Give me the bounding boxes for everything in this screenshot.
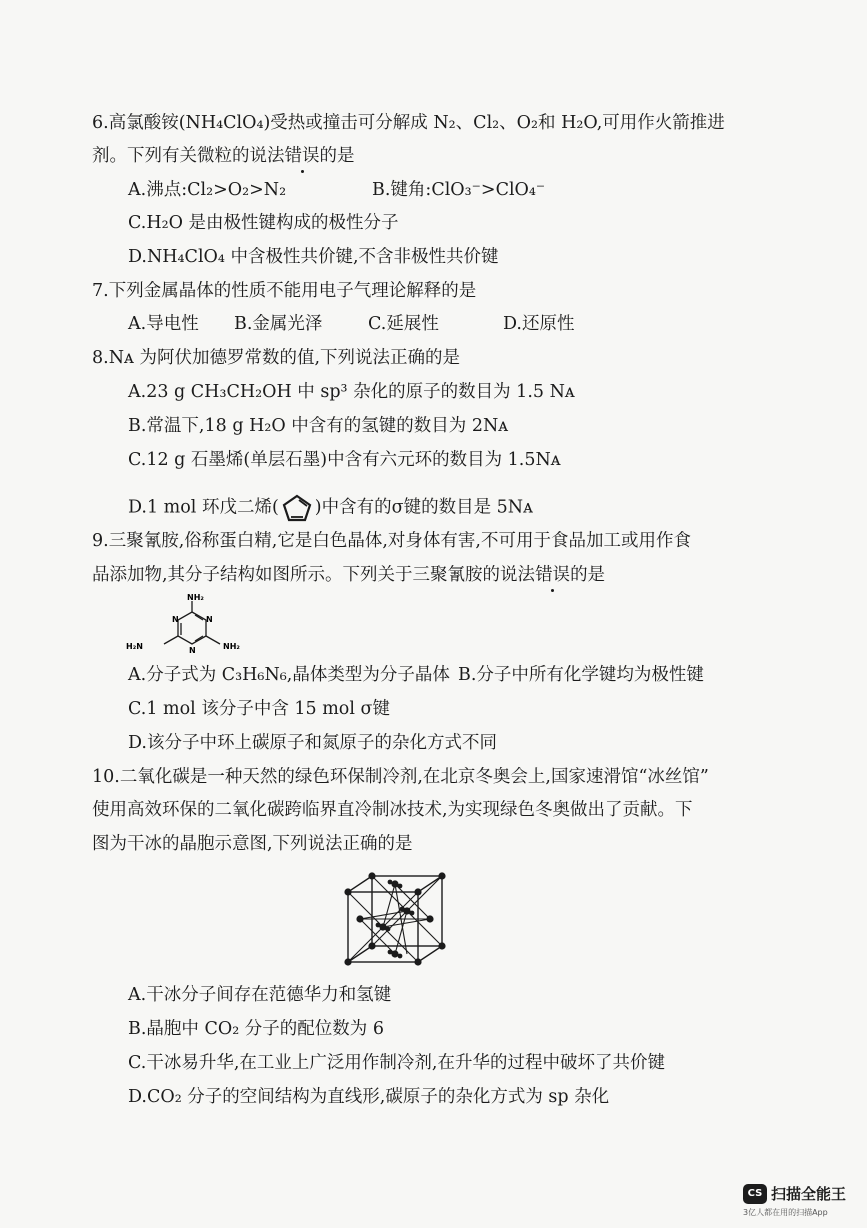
q10-option-a: A.干冰分子间存在范德华力和氢键 (128, 985, 392, 1005)
q8-option-d (128, 493, 533, 523)
melamine-nh2-left: H₂N (126, 642, 143, 651)
q8-option-c: C.12 g 石墨烯(单层石墨)中含有六元环的数目为 1.5Nᴀ (128, 450, 561, 470)
q9-stem-emphasis: 错误 (535, 565, 571, 585)
q10-option-d: D.CO₂ 分子的空间结构为直线形,碳原子的杂化方式为 sp 杂化 (128, 1087, 610, 1107)
q10-stem-line3: 图为干冰的晶胞示意图,下列说法正确的是 (92, 834, 413, 854)
q10-option-c: C.干冰易升华,在工业上广泛用作制冷剂,在升华的过程中破坏了共价键 (128, 1053, 665, 1073)
q7-option-c: C.延展性 (368, 314, 439, 334)
dry-ice-unit-cell-figure (340, 870, 450, 970)
q8-option-d-post: )中含有的σ键的数目是 5Nᴀ (314, 497, 533, 518)
melamine-nh2-top: NH₂ (187, 593, 204, 602)
q6-stem-pre: 剂。下列有关微粒的说法 (92, 146, 285, 166)
q7-option-a: A.导电性 (128, 314, 199, 334)
q6-option-a: A.沸点:Cl₂>O₂>N₂ (128, 180, 287, 200)
q6-option-b: B.键角:ClO₃⁻>ClO₄⁻ (372, 180, 546, 200)
q7-option-d: D.还原性 (503, 314, 575, 334)
q10-stem-line2: 使用高效环保的二氧化碳跨临界直冷制冰技术,为实现绿色冬奥做出了贡献。下 (92, 800, 693, 820)
q8-option-b: B.常温下,18 g H₂O 中含有的氢键的数目为 2Nᴀ (128, 416, 509, 436)
q6-option-c: C.H₂O 是由极性键构成的极性分子 (128, 213, 399, 233)
q9-option-c: C.1 mol 该分子中含 15 mol σ键 (128, 699, 390, 719)
watermark-tagline: 3亿人都在用的扫描App (743, 1208, 828, 1217)
q9-option-a: A.分子式为 C₃H₆N₆,晶体类型为分子晶体 (128, 665, 450, 685)
scanner-watermark (743, 1182, 853, 1218)
q6-stem-line1: 6.高氯酸铵(NH₄ClO₄)受热或撞击可分解成 N₂、Cl₂、O₂和 H₂O,可用作火箭推进 (92, 113, 725, 133)
cyclopentadiene-structure-icon (280, 493, 314, 523)
camscanner-logo-icon: CS (743, 1184, 767, 1204)
q6-option-d: D.NH₄ClO₄ 中含极性共价键,不含非极性共价键 (128, 247, 499, 267)
q6-stem-line2 (92, 144, 355, 168)
q9-option-b: B.分子中所有化学键均为极性键 (458, 665, 704, 685)
q9-stem-pre: 品添加物,其分子结构如图所示。下列关于三聚氰胺的说法 (92, 565, 536, 585)
q10-option-b: B.晶胞中 CO₂ 分子的配位数为 6 (128, 1019, 384, 1039)
q9-option-d: D.该分子中环上碳原子和氮原子的杂化方式不同 (128, 733, 497, 753)
q9-stem-line2 (92, 563, 605, 587)
melamine-structure-figure (120, 590, 270, 658)
q8-stem: 8.Nᴀ 为阿伏加德罗常数的值,下列说法正确的是 (92, 348, 461, 368)
q6-stem-emphasis: 错误 (284, 146, 320, 166)
q9-stem-line1: 9.三聚氰胺,俗称蛋白精,它是白色晶体,对身体有害,不可用于食品加工或用作食 (92, 531, 691, 551)
q9-stem-post: 的是 (570, 565, 606, 585)
q7-option-b: B.金属光泽 (234, 314, 323, 334)
melamine-n-2: N (206, 615, 213, 624)
q8-option-d-pre: D.1 mol 环戊二烯( (128, 497, 279, 518)
q10-stem-line1: 10.二氧化碳是一种天然的绿色环保制冷剂,在北京冬奥会上,国家速滑馆“冰丝馆” (92, 767, 709, 787)
melamine-n-3: N (189, 646, 196, 655)
q8-option-a: A.23 g CH₃CH₂OH 中 sp³ 杂化的原子的数目为 1.5 Nᴀ (128, 382, 575, 402)
melamine-n-1: N (172, 615, 179, 624)
watermark-app-name: 扫描全能王 (771, 1185, 847, 1203)
q7-stem: 7.下列金属晶体的性质不能用电子气理论解释的是 (92, 281, 477, 301)
q6-stem-post: 的是 (319, 146, 355, 166)
melamine-nh2-right: NH₂ (223, 642, 240, 651)
